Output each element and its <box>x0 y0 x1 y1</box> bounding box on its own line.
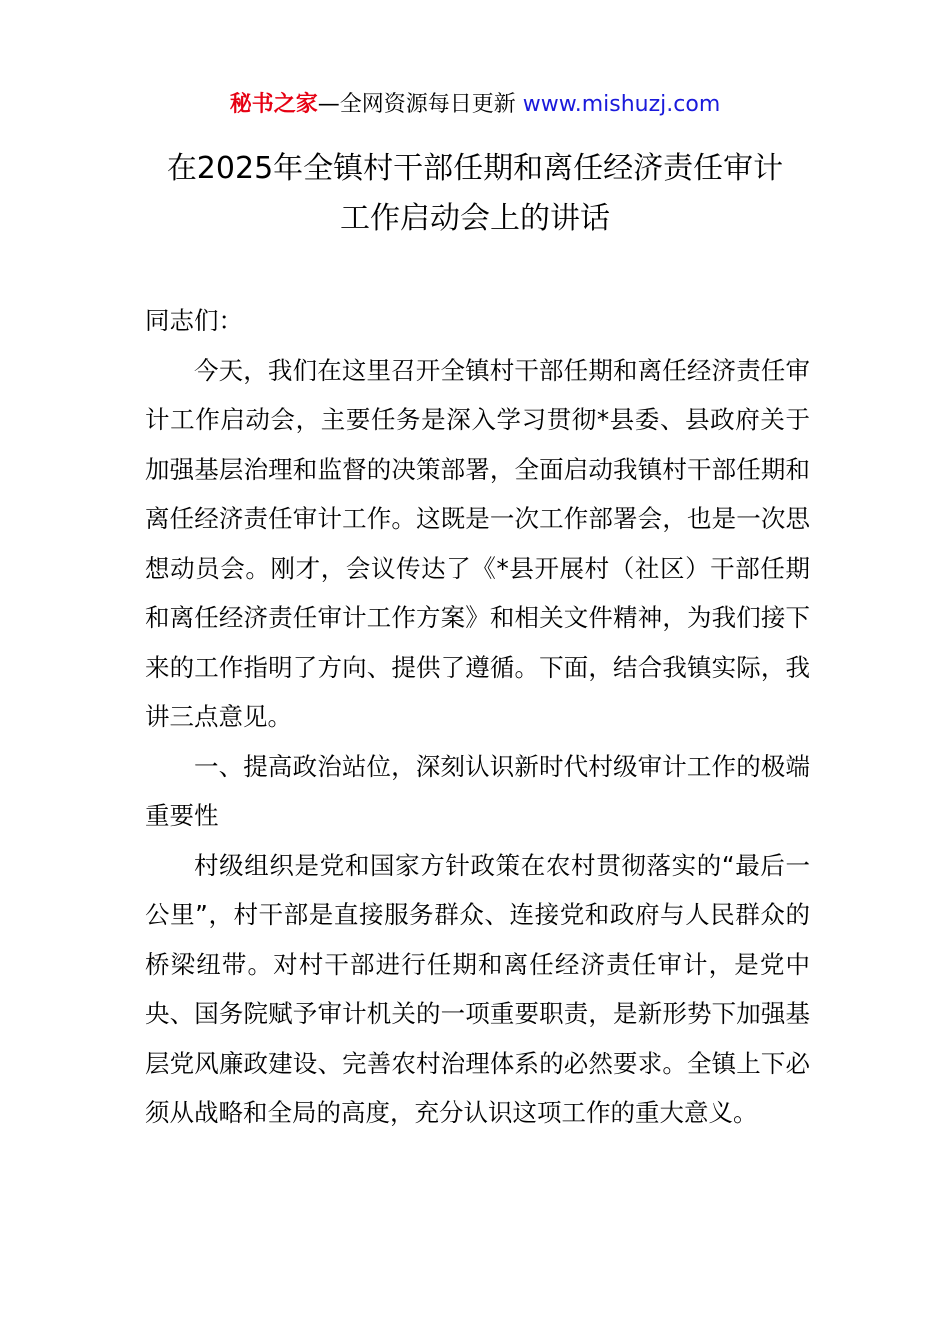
section-heading-1: 一、提高政治站位，深刻认识新时代村级审计工作的极端重要性 <box>145 751 810 830</box>
title-line-2: 工作启动会上的讲话 <box>340 201 610 236</box>
brand-name: 秘书之家 <box>229 92 318 117</box>
title-line-1: 在2025年全镇村干部任期和离任经济责任审计 <box>166 151 784 186</box>
document-title <box>100 144 850 244</box>
salutation: 同志们： <box>145 306 243 335</box>
document-body <box>145 296 810 1138</box>
body-paragraph: 村级组织是党和国家方针政策在农村贯彻落实的“最后一公里”，村干部是直接服务群众、连接党和政府与人民群众的桥梁纽带。对村干部进行任期和离任经济责任审计，是党中央、国务院赋予审计机关的一项重要职责，是新形势下加强基层党风廉政建设、完善农村治理体系的必然要求。全镇上下必须从战略和全局的高度，充分认识这项工作的重大意义。 <box>145 850 810 1127</box>
site-header <box>0 86 950 124</box>
header-tagline: —全网资源每日更新 <box>317 92 523 117</box>
site-url-link[interactable]: www.mishuzj.com <box>522 92 721 117</box>
intro-paragraph: 今天，我们在这里召开全镇村干部任期和离任经济责任审计工作启动会，主要任务是深入学习贯彻*县委、县政府关于加强基层治理和监督的决策部署，全面启动我镇村干部任期和离任经济责任审计工作。这既是一次工作部署会，也是一次思想动员会。刚才，会议传达了《*县开展村（社区）干部任期和离任经济责任审计工作方案》和相关文件精神，为我们接下来的工作指明了方向、提供了遵循。下面，结合我镇实际，我讲三点意见。 <box>145 355 810 731</box>
